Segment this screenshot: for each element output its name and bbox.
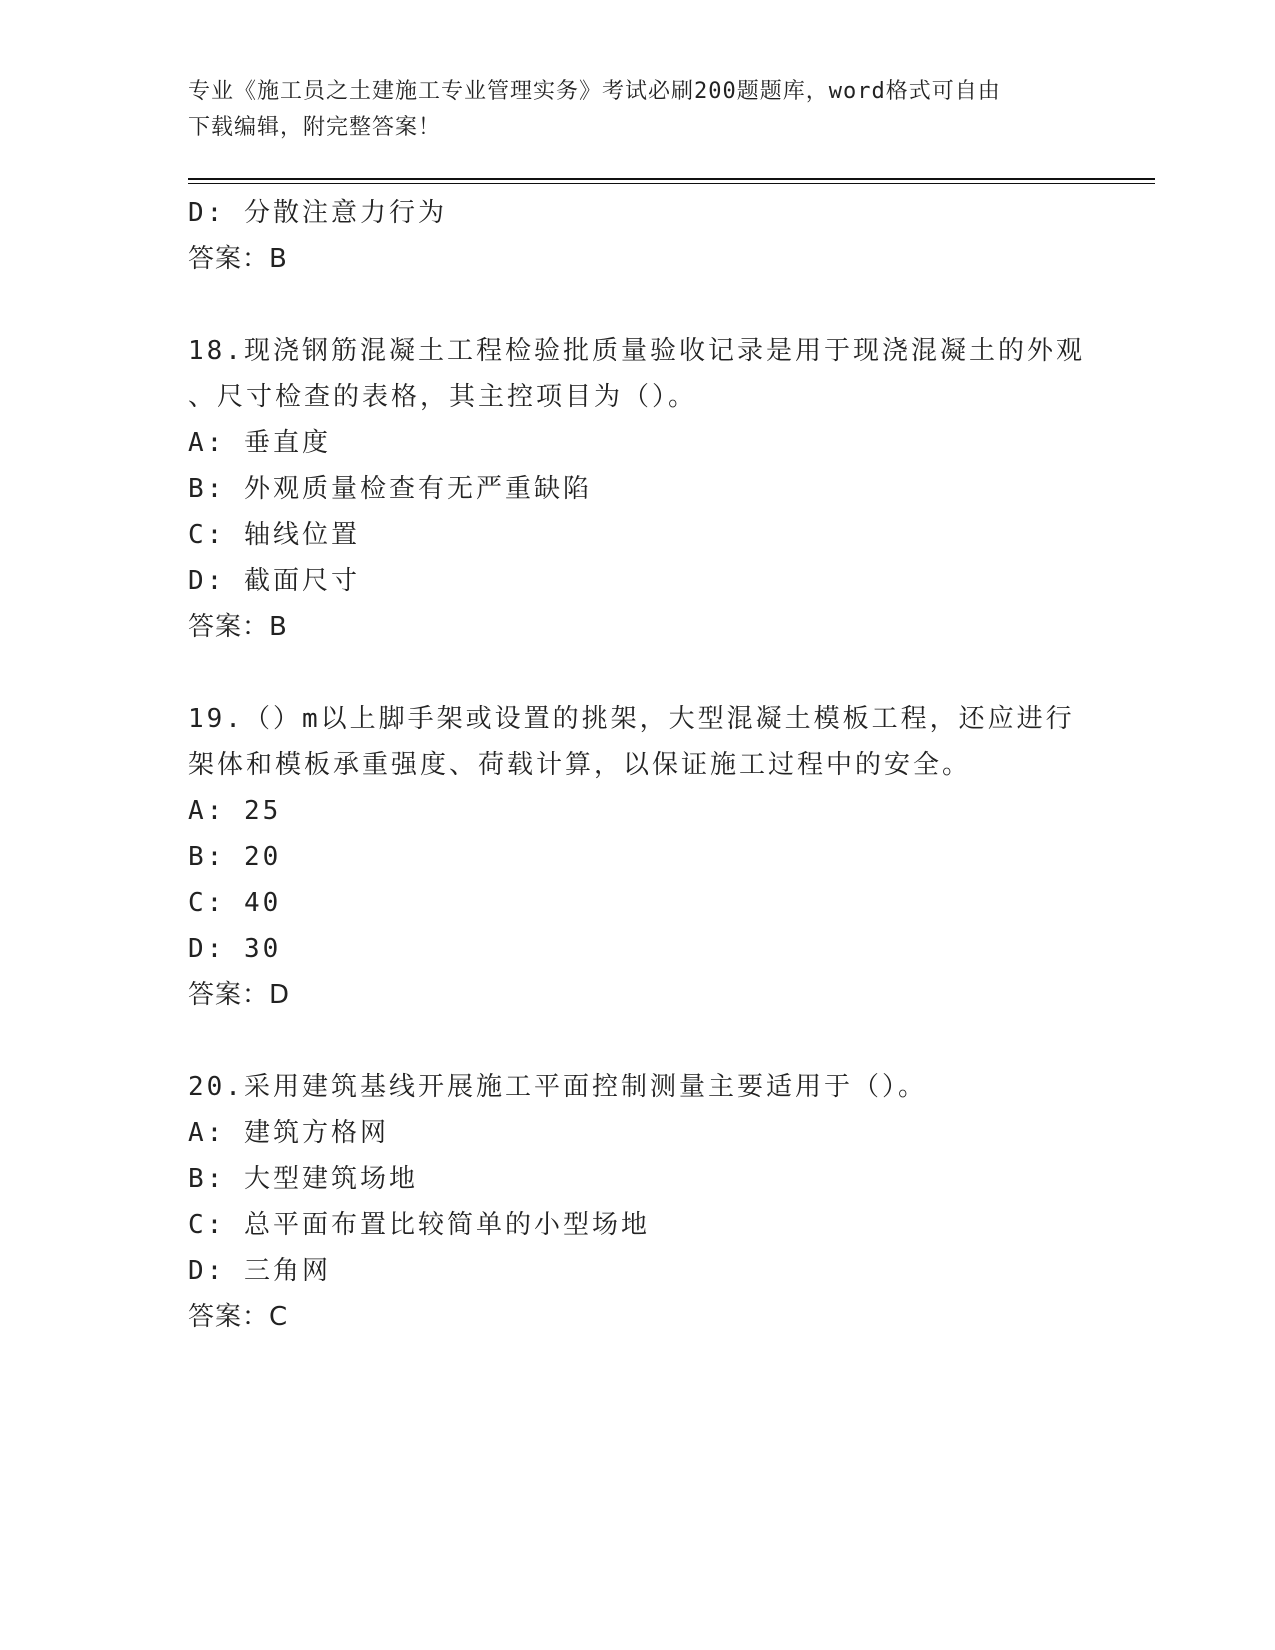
question-18: [188, 328, 1088, 650]
answer-line: 答案：D: [188, 980, 291, 1010]
previous-question-tail: [188, 190, 1088, 282]
question-stem: 18.现浇钢筋混凝土工程检验批质量验收记录是用于现浇混凝土的外观: [188, 336, 1085, 366]
answer-line: 答案：B: [188, 612, 288, 642]
option-d: D: 分散注意力行为: [188, 198, 447, 228]
spacer: [188, 282, 1088, 328]
header-line-1: 专业《施工员之土建施工专业管理实务》考试必刷200题题库，word格式可自由: [188, 79, 1001, 104]
question-stem-continued: 、尺寸检查的表格，其主控项目为（）。: [188, 382, 698, 412]
option-a: A: 垂直度: [188, 428, 331, 458]
answer-line: 答案：C: [188, 1302, 289, 1332]
option-c: C: 40: [188, 888, 282, 918]
header-rule-thin: [188, 183, 1155, 184]
option-d: D: 三角网: [188, 1256, 331, 1286]
option-a: A: 建筑方格网: [188, 1118, 389, 1148]
spacer: [188, 650, 1088, 696]
option-c: C: 轴线位置: [188, 520, 360, 550]
question-content: [188, 190, 1088, 1340]
option-c: C: 总平面布置比较简单的小型场地: [188, 1210, 650, 1240]
spacer: [188, 1018, 1088, 1064]
question-stem-continued: 架体和模板承重强度、荷载计算，以保证施工过程中的安全。: [188, 750, 972, 780]
option-d: D: 30: [188, 934, 282, 964]
option-d: D: 截面尺寸: [188, 566, 360, 596]
option-b: B: 20: [188, 842, 282, 872]
question-19: [188, 696, 1088, 1018]
option-b: B: 大型建筑场地: [188, 1164, 418, 1194]
question-stem: 20.采用建筑基线开展施工平面控制测量主要适用于（）。: [188, 1072, 927, 1102]
document-header: [188, 74, 1088, 146]
header-line-2: 下载编辑，附完整答案！: [188, 115, 442, 140]
question-stem: 19.（）m以上脚手架或设置的挑架，大型混凝土模板工程，还应进行: [188, 704, 1075, 734]
header-rule-thick: [188, 178, 1155, 180]
option-a: A: 25: [188, 796, 282, 826]
option-b: B: 外观质量检查有无严重缺陷: [188, 474, 592, 504]
answer-line: 答案：B: [188, 244, 288, 274]
question-20: [188, 1064, 1088, 1340]
